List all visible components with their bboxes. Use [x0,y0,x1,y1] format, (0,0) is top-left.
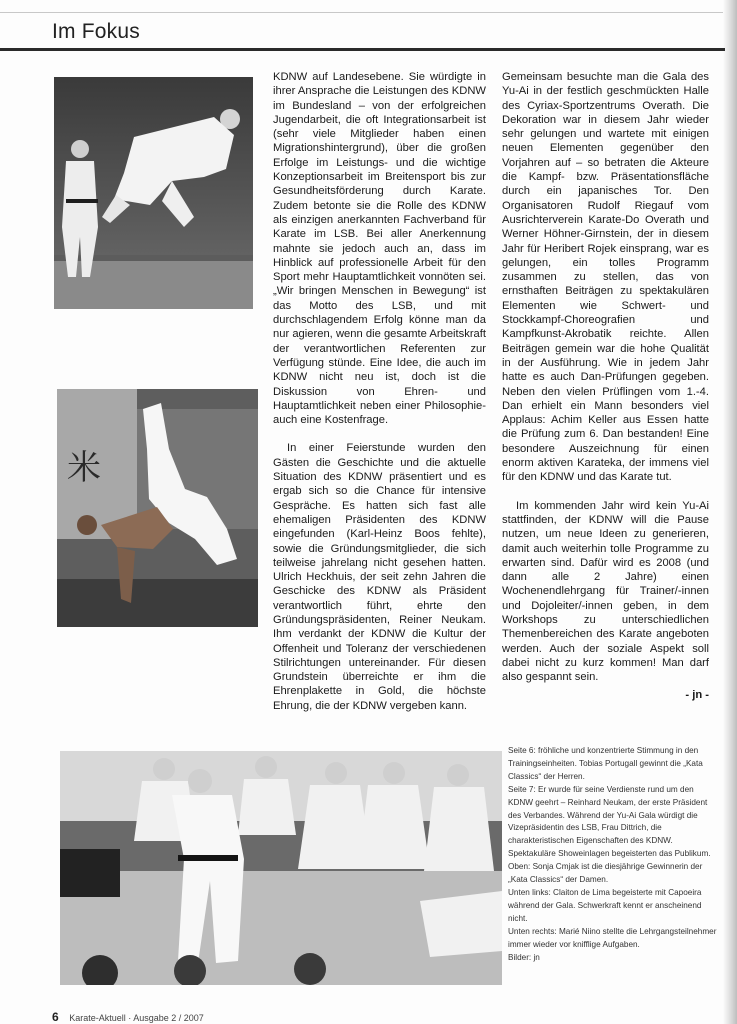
caption: Seite 6: fröhliche und konzentrierte Stimmung in den Trainingseinheiten. Tobias Portugall gewinnt die „Kata Classics“ der Herren. [508,746,703,781]
title-rule [0,48,725,51]
section-title: Im Fokus [52,20,140,43]
caption: Unten links: Claiton de Lima begeisterte mit Capoeira während der Gala. Schwerkraft kennt er anscheinend nicht. [508,887,702,923]
article-paragraph: KDNW auf Landesebene. Sie würdigte in ihrer Ansprache die Leistungen des KDNW im Bundesland – von der erfolgreichen Jugendarbeit, die oft Integrationsarbeit ist (sehr viele Mitglieder haben einen Migrationshintergrund), über die großen Erfolge im Leistungs- und die wichtige Konzeptionsarbeit im Breitensport bis zur Gesundheitsförderung durch Karate. Zudem betonte sie die Rolle des KDNW als einzigen anerkannten Fachverband für Karate im LSB. Bei aller Anerkennung mahnte sie jedoch auch an, dass im Hinblick auf professionelle Arbeit für den Sport mehr Hauptamtlichkeit vonnöten sei. „Wir bringen Menschen in Bewegung“ ist das Motto des LSB, und mit durchschlagendem Erfolg könne man da nur agieren, wenn die gesamte Arbeitskraft der verantwortlichen Referenten zur Verfügung stünde. Eine Idee, die auch im KDNW nicht neu ist, doch ist die Diskussion von Ehren- und Hauptamtlichkeit neben einer Philosophie- auch eine Kostenfrage. [273,71,486,427]
page-footer [52,1010,204,1024]
caption: Bilder: jn [508,952,540,962]
article-paragraph: Gemeinsam besuchte man die Gala des Yu-Ai in der festlich geschmückten Halle des Cyriax-Sportzentrums Overath. Die Dekoration war in diesem Jahr wieder sehr gelungen und wartete mit einigen neuen Elementen gegenüber den Vorjahren auf – so betraten die Akteure die Kampf- bzw. Präsentationsfläche durch ein japanisches Tor. Den Organisatoren Rudolf Riegauf vom Ausrichterverein Karate-Do Overath und Werner Höhner-Girnstein, der in diesem Jahr für Heribert Rojek einsprang, war es gelungen, ein tolles Programm zusammen zu stellen, das von ernsthaften Beiträgen zu spektakulären Elementen wie Schwert- und Stockkampf-Choreografien und Kampfkunst-Akrobatik reichte. Allen Beiträgen gemein war die hohe Qualität in der Ausführung. Wie in jedem Jahr hatte es auch Dan-Prüfungen gegeben. Neben den vielen Prüflingen vom 1.-4. Dan erhielt ein Mann besonders viel Applaus: Achim Keller aus Essen hatte die Prüfung zum 6. Dan bestanden! Eine besondere Auszeichnung für einen enorm aktiven Karateka, der immens viel für den KDNW und das Karate tut. [502,71,709,484]
caption: Oben: Sonja Cmjak ist die diesjährige Gewinnerin der „Kata Classics“ der Damen. [508,862,703,885]
page-number: 6 [52,1010,59,1024]
photo-capoeira [57,389,258,627]
scan-edge [723,0,737,1024]
caption: Unten rechts: Marié Niino stellte die Lehrgangsteilnehmer immer wieder vor knifflige Aufgaben. [508,926,717,949]
photo-training [60,751,502,985]
author-signature: - jn - [685,689,709,702]
publication-name: Karate-Aktuell · Ausgabe 2 / 2007 [69,1013,204,1023]
photo-flying-kick [54,77,253,309]
caption: Seite 7: Er wurde für seine Verdienste rund um den KDNW geehrt – Reinhard Neukam, der erste Präsident des Verbandes. Während der Yu-Ai Gala würdigt die Vizepräsidentin des LSB, Frau Dittrich, die charakteristischen Eigenschaften des KDNW. Spektakuläre Showeinlagen begeisterten das Publikum. [508,784,711,859]
top-rule [0,12,737,13]
article-column-2 [502,70,709,703]
photo-captions [508,745,720,964]
banner-glyph: 米 [67,448,101,488]
article-paragraph: In einer Feierstunde wurden den Gästen die Geschichte und die aktuelle Situation des KDNW präsentiert und es ergab sich so die Chance für intensive Gespräche. Es hatten sich fast alle ehemaligen Präsidenten des KDNW eingefunden (Karl-Heinz Boos fehlte), sowie die Gründungsmitglieder, die sich teilweise jahrelang nicht gesehen hatten. Ulrich Heckhuis, der seit zehn Jahren die Geschicke des KDNW als Präsident verantwortlich führt, ehrte den Gründungspräsidenten, Reiner Neukam. Ihm verdankt der KDNW die Kultur der Offenheit und Toleranz der verschiedenen Stilrichtungen untereinander. Für diesen Grundstein überreichte er ihm die Ehrenplakette in Gold, die höchste Ehrung, die der KDNW vergeben kann. [273,442,486,712]
article-column-1 [273,70,486,713]
article-paragraph: Im kommenden Jahr wird kein Yu-Ai stattfinden, der KDNW will die Pause nutzen, um neue Ideen zu generieren, damit auch weiterhin tolle Programme zu erwarten sind. Dafür wird es 2008 (und dann alle 2 Jahre) einen Wochenendlehrgang für Trainer/-innen und Dojoleiter/-innen geben, in dem Workshops zu unterschiedlichen Themenbereichen des Karate angeboten werden. Auch der soziale Aspekt soll dabei nicht zu kurz kommen! Man darf also gespannt sein. [502,499,709,684]
